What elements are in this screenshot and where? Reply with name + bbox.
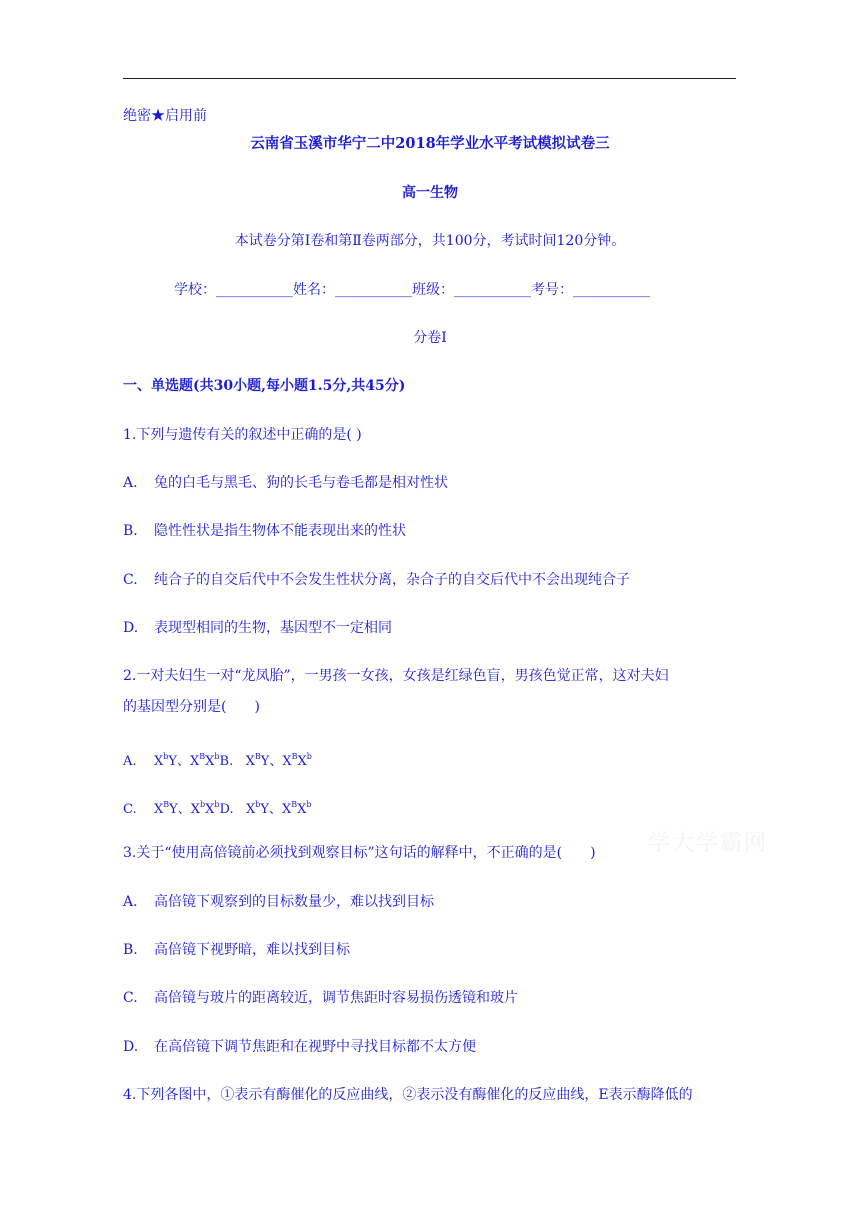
option-letter: D. [123,620,139,636]
option-text: 在高倍镜下调节焦距和在视野中寻找目标都不太方便 [154,1039,476,1055]
option-text: 兔的白毛与黑毛、狗的长毛与卷毛都是相对性状 [154,475,448,491]
option-text: 高倍镜下观察到的目标数量少，难以找到目标 [154,894,434,910]
subject-title: 高一生物 [402,185,458,201]
option-text: 表现型相同的生物，基因型不一定相同 [154,620,392,636]
name-blank[interactable]: ___________ [335,282,412,298]
question-1-option-d [123,618,392,638]
name-label: 姓名： [293,282,335,298]
question-1-option-c [123,570,630,590]
header-rule [123,78,736,79]
option-letter: C. [123,572,138,588]
option-letter: B. [123,523,138,539]
question-4-stem: 4.下列各图中，①表示有酶催化的反应曲线，②表示没有酶催化的反应曲线，E表示酶降低的 [123,1087,693,1103]
school-label: 学校： [174,282,216,298]
question-3-option-c [123,988,518,1008]
confidential-mark: 绝密★启用前 [123,108,207,124]
option-text: 纯合子的自交后代中不会发生性状分离，杂合子的自交后代中不会出现纯合子 [154,572,630,588]
option-letter: C. [123,802,137,817]
question-2-option-a: A. $X^bY$、$X^BX^bB$. $X^BY$、$X^BX^b$ [123,747,312,772]
option-text: 高倍镜下视野暗，难以找到目标 [154,942,350,958]
section-title: 分卷I [413,330,447,346]
exam-instructions: 本试卷分第Ⅰ卷和第Ⅱ卷两部分，共100分，考试时间120分钟。 [234,233,626,249]
question-1-stem: 1.下列与遗传有关的叙述中正确的是( ) [123,427,362,443]
question-1-option-a [123,473,448,493]
class-label: 班级： [412,282,454,298]
exam-title: 云南省玉溪市华宁二中2018年学业水平考试模拟试卷三 [250,135,610,152]
number-blank[interactable]: ___________ [573,282,650,298]
option-text: 高倍镜与玻片的距离较近，调节焦距时容易损伤透镜和玻片 [154,990,518,1006]
question-2-stem-line1: 2.一对夫妇生一对“龙凤胎”，一男孩一女孩，女孩是红绿色盲，男孩色觉正常，这对夫妇 [123,668,669,684]
option-letter: B. [123,942,138,958]
question-2-option-c: C. $X^BY$、$X^bX^bD$. $X^bY$、$X^BX^b$ [123,795,312,820]
question-3-option-b [123,940,350,960]
part1-heading: 一、单选题(共30小题,每小题1.5分,共45分) [123,378,406,394]
question-1-option-b [123,521,406,541]
option-letter: A. [123,754,137,769]
option-text: 隐性性状是指生物体不能表现出来的性状 [154,523,406,539]
class-blank[interactable]: ___________ [454,282,531,298]
question-3-option-d [123,1037,476,1057]
option-letter: A. [123,894,138,910]
number-label: 考号： [531,282,573,298]
watermark: 学大学霸网 [648,831,769,856]
question-2-stem-line2: 的基因型分别是( ) [123,699,260,715]
question-3-stem: 3.关于“使用高倍镜前必须找到观察目标”这句话的解释中，不正确的是( ) [123,845,596,861]
option-letter: A. [123,475,138,491]
question-3-option-a [123,892,434,912]
option-letter: C. [123,990,138,1006]
school-blank[interactable]: ___________ [216,282,293,298]
student-info-fields [174,280,650,300]
option-letter: D. [123,1039,139,1055]
